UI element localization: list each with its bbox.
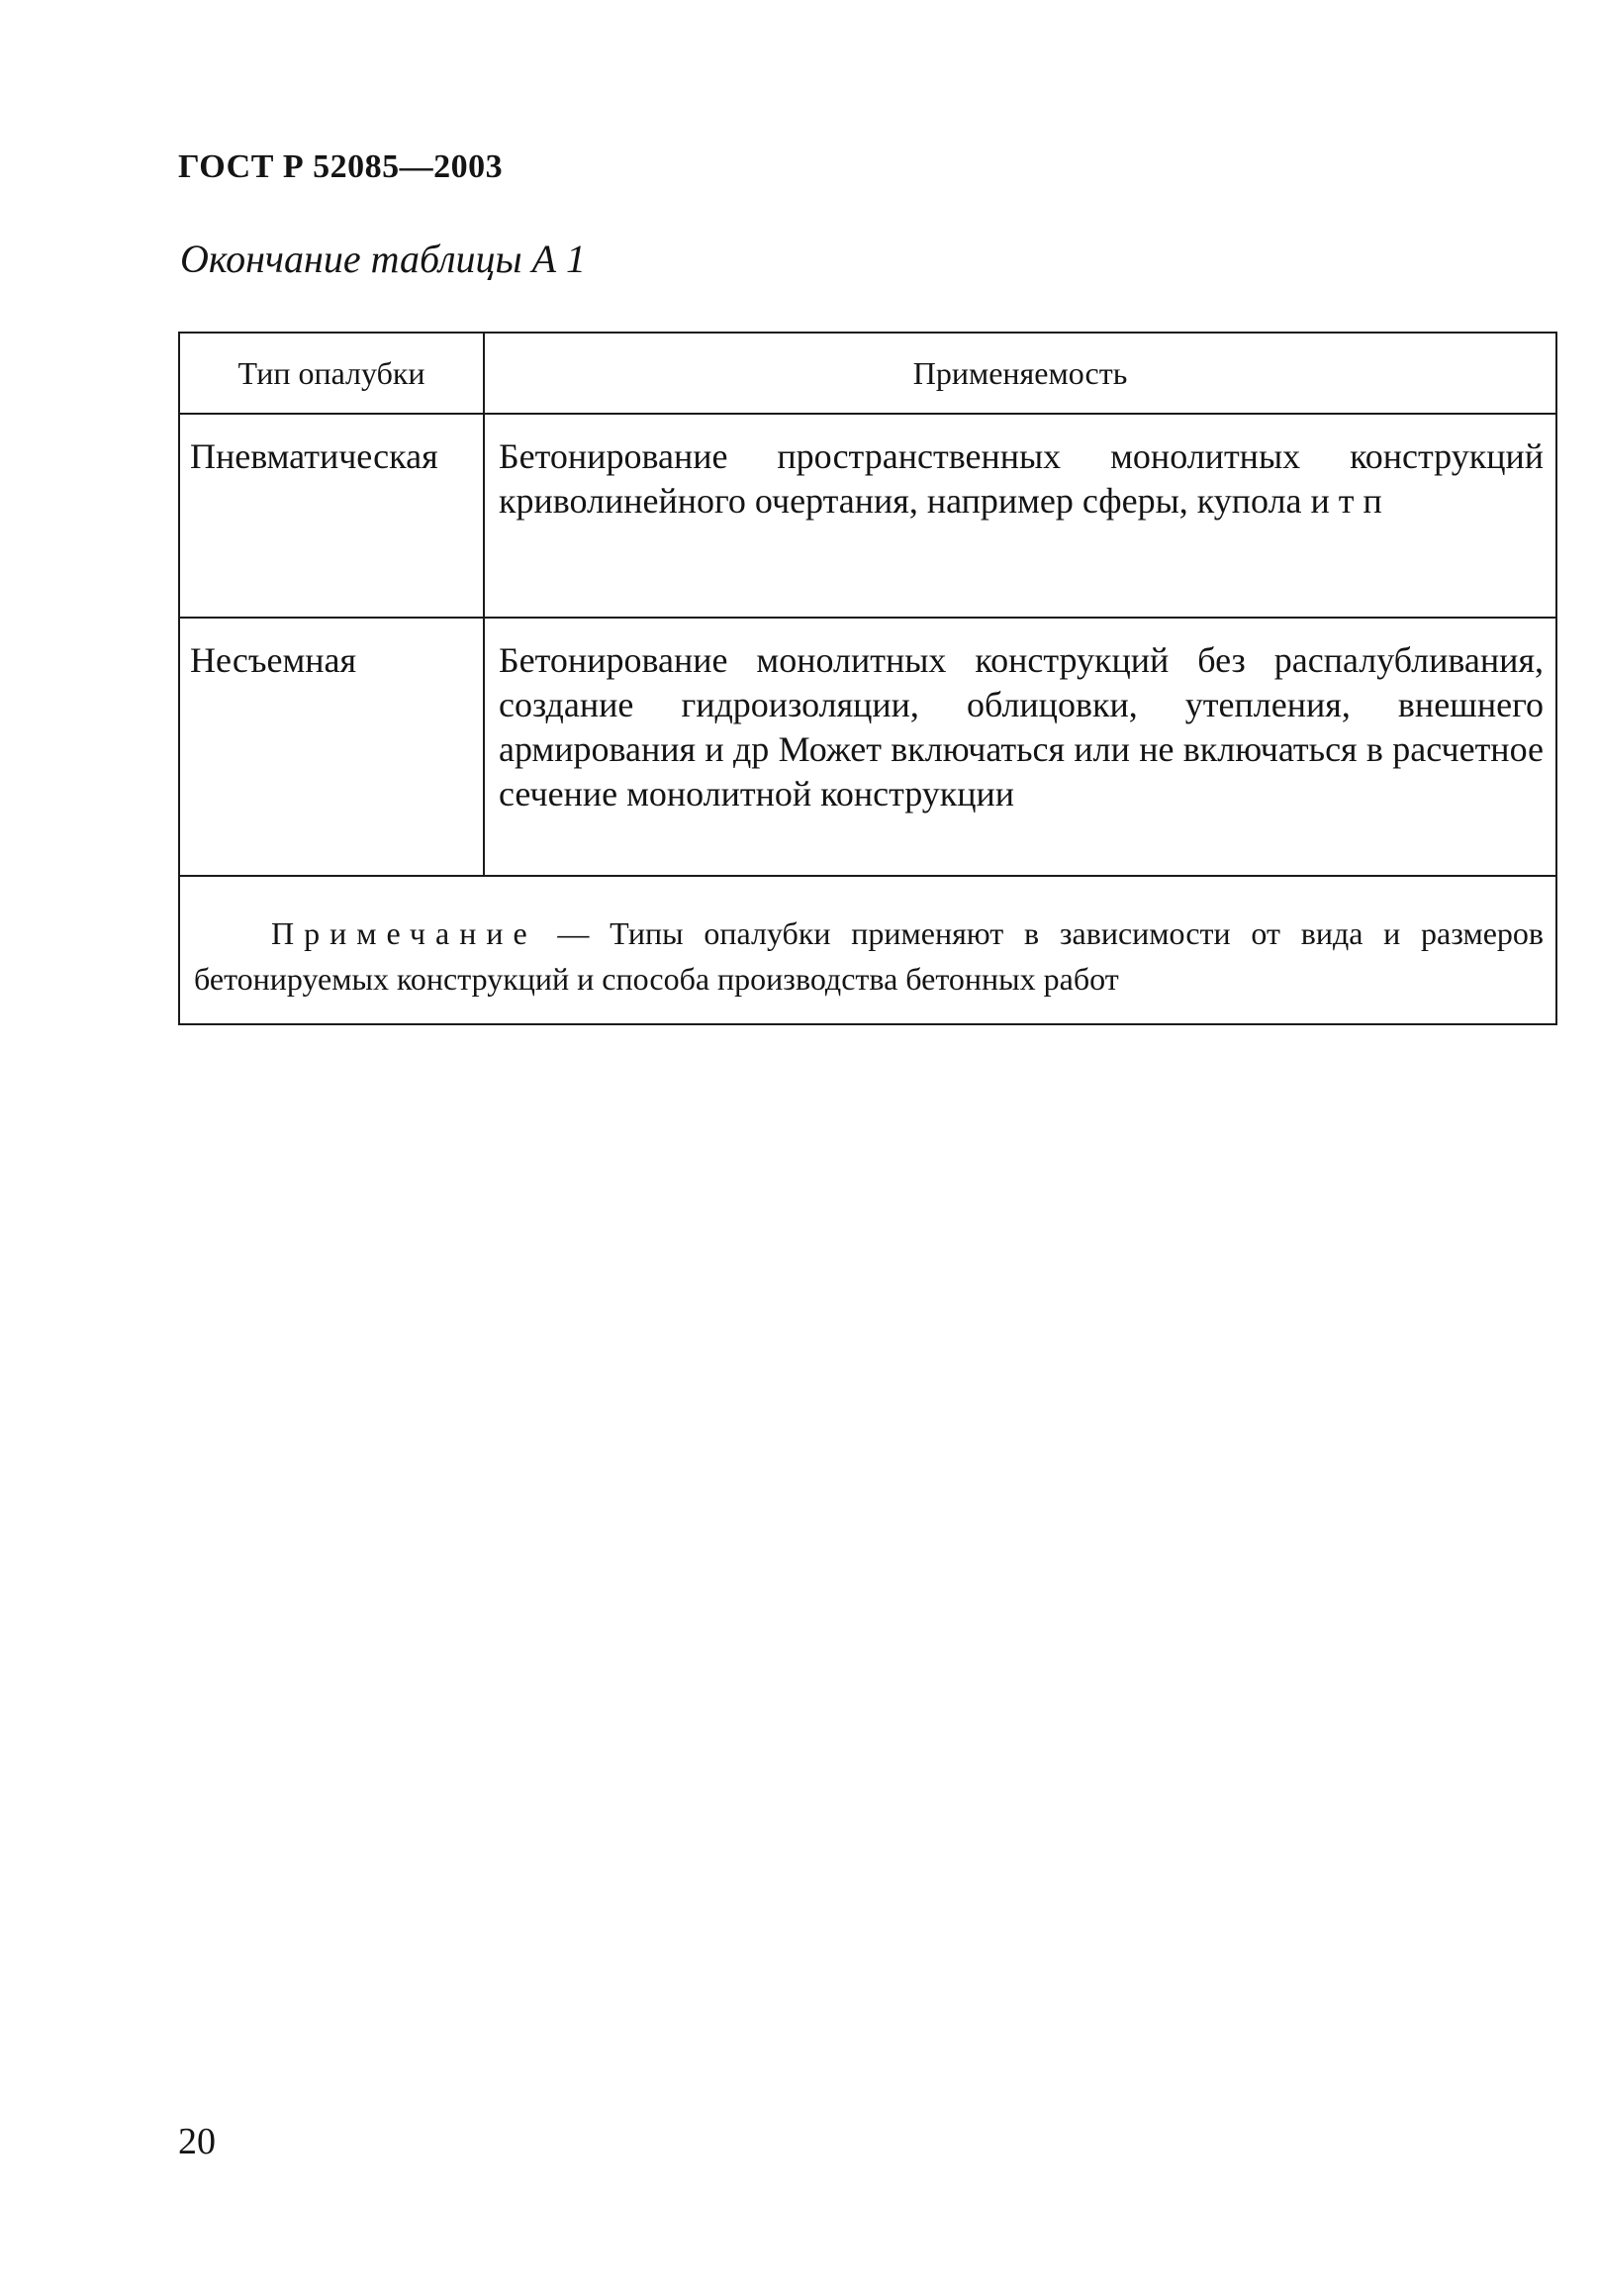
formwork-type-cell: Несъемная <box>179 618 484 876</box>
document-standard-id: ГОСТ Р 52085—2003 <box>178 148 504 185</box>
table-row <box>179 414 1556 618</box>
table-note <box>179 876 1556 1024</box>
table-note-row <box>179 876 1556 1024</box>
table-caption: Окончание таблицы А 1 <box>180 237 587 281</box>
column-header-applicability: Применяемость <box>484 333 1556 414</box>
column-header-type: Тип опалубки <box>179 333 484 414</box>
note-text: — Типы опалубки применяют в зависимости от вида и размеров бетонируемых конструкций и способа производства бетонных работ <box>194 915 1544 997</box>
table-row <box>179 618 1556 876</box>
table-note-paragraph <box>194 910 1544 1002</box>
applicability-cell: Бетонирование пространственных монолитных конструкций криволинейного очертания, например сферы, купола и т п <box>484 414 1556 618</box>
formwork-type-cell: Пневматическая <box>179 414 484 618</box>
formwork-table <box>178 332 1557 1025</box>
page-number: 20 <box>178 2121 216 2162</box>
note-label: Примечание <box>271 915 537 951</box>
table-header-row <box>179 333 1556 414</box>
applicability-cell: Бетонирование монолитных конструкций без распалубливания, создание гидроизоляции, облицовки, утепления, внешнего армирования и др Может включаться или не включаться в расчетное сечение монолитной конструкции <box>484 618 1556 876</box>
